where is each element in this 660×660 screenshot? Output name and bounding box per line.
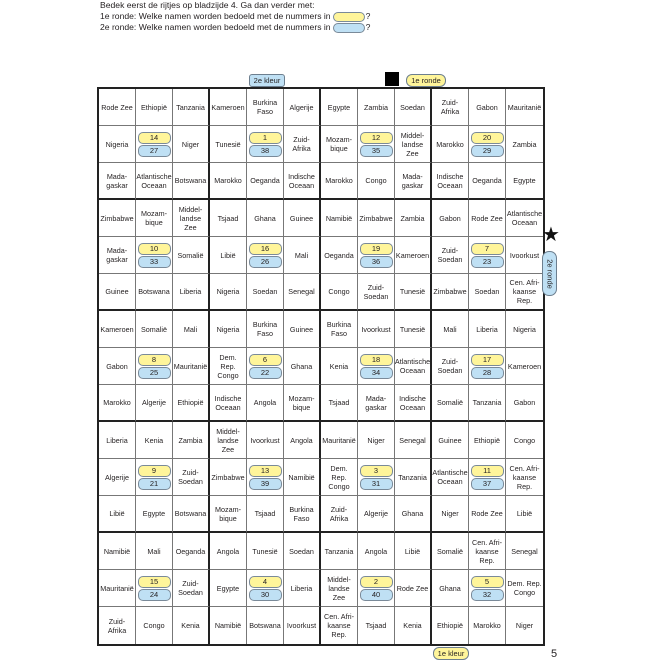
yellow-swatch — [333, 12, 365, 22]
number-cell — [469, 348, 506, 385]
grid-cell: Atlantische Oceaan — [506, 200, 543, 237]
blue-number-pill: 26 — [249, 256, 282, 268]
grid-cell: Libië — [395, 533, 432, 570]
grid-cell: Marokko — [432, 126, 469, 163]
blue-number-pill: 35 — [360, 145, 393, 157]
grid-cell: Egypte — [136, 496, 173, 533]
number-cell — [247, 570, 284, 607]
yellow-number-pill: 4 — [249, 576, 282, 588]
grid-cell: Mozam-bique — [210, 496, 247, 533]
instruction-line-3 — [100, 22, 370, 33]
grid-cell: Tsjaad — [210, 200, 247, 237]
grid-cell: Mada-gaskar — [99, 163, 136, 200]
grid-cell: Middel-landse Zee — [173, 200, 210, 237]
grid-cell: Zuid-Soedan — [173, 459, 210, 496]
grid-cell: Marokko — [321, 163, 358, 200]
grid-cell: Botswana — [247, 607, 284, 644]
grid-cell: Libië — [210, 237, 247, 274]
grid-cell: Gabon — [506, 385, 543, 422]
grid-cell: Marokko — [99, 385, 136, 422]
number-cell — [136, 459, 173, 496]
grid-cell: Mali — [284, 237, 321, 274]
grid-cell: Mada-gaskar — [99, 237, 136, 274]
grid-cell: Indische Oceaan — [395, 385, 432, 422]
grid-cell: Namibië — [284, 459, 321, 496]
grid-cell: Cen. Afri-kaanse Rep. — [321, 607, 358, 644]
grid-cell: Gabon — [99, 348, 136, 385]
first-round-tag: 1e ronde — [406, 74, 446, 87]
yellow-number-pill: 15 — [138, 576, 171, 588]
number-cell — [358, 348, 395, 385]
grid-cell: Ethiopië — [469, 422, 506, 459]
grid-cell: Angola — [210, 533, 247, 570]
grid-cell: Tsjaad — [321, 385, 358, 422]
grid-cell: Algerije — [358, 496, 395, 533]
grid-cell: Mauritanië — [321, 422, 358, 459]
grid-cell: Burkina Faso — [321, 311, 358, 348]
grid-cell: Kenia — [136, 422, 173, 459]
yellow-number-pill: 9 — [138, 465, 171, 477]
yellow-number-pill: 6 — [249, 354, 282, 366]
blue-number-pill: 34 — [360, 367, 393, 379]
blue-number-pill: 30 — [249, 589, 282, 601]
grid-cell: Zuid-Soedan — [432, 237, 469, 274]
grid-cell: Somalië — [136, 311, 173, 348]
grid-cell: Zimbabwe — [210, 459, 247, 496]
grid-cell: Rode Zee — [469, 496, 506, 533]
question-mark: ? — [365, 11, 371, 21]
yellow-number-pill: 8 — [138, 354, 171, 366]
grid-cell: Liberia — [173, 274, 210, 311]
question-mark: ? — [365, 22, 371, 32]
grid-cell: Nigeria — [210, 311, 247, 348]
grid-cell: Congo — [358, 163, 395, 200]
grid-cell: Soedan — [284, 533, 321, 570]
grid-cell: Egypte — [210, 570, 247, 607]
blue-number-pill: 40 — [360, 589, 393, 601]
grid-cell: Cen. Afri-kaanse Rep. — [506, 459, 543, 496]
grid-cell: Congo — [136, 607, 173, 644]
grid-cell: Dem. Rep. Congo — [506, 570, 543, 607]
grid-cell: Cen. Afri-kaanse Rep. — [506, 274, 543, 311]
number-cell — [469, 237, 506, 274]
grid-cell: Soedan — [395, 89, 432, 126]
grid-cell: Congo — [321, 274, 358, 311]
grid-cell: Tanzania — [173, 89, 210, 126]
grid-cell: Liberia — [284, 570, 321, 607]
number-cell — [469, 459, 506, 496]
instructions — [100, 0, 370, 33]
grid-cell: Mozam-bique — [284, 385, 321, 422]
grid-cell: Ethiopië — [173, 385, 210, 422]
blue-number-pill: 24 — [138, 589, 171, 601]
grid-cell: Burkina Faso — [247, 89, 284, 126]
grid-cell: Egypte — [506, 163, 543, 200]
number-cell — [247, 348, 284, 385]
grid-cell: Namibië — [321, 200, 358, 237]
blue-number-pill: 37 — [471, 478, 504, 490]
second-round-label: 2e ronde — [545, 258, 554, 289]
grid-cell: Niger — [173, 126, 210, 163]
grid-cell: Angola — [284, 422, 321, 459]
grid-cell: Kameroen — [99, 311, 136, 348]
grid-cell: Botswana — [173, 496, 210, 533]
yellow-number-pill: 2 — [360, 576, 393, 588]
yellow-number-pill: 12 — [360, 132, 393, 144]
grid-cell: Soedan — [247, 274, 284, 311]
grid-cell: Zimbabwe — [358, 200, 395, 237]
grid-cell: Somalië — [173, 237, 210, 274]
grid-cell: Tunesië — [395, 274, 432, 311]
grid-cell: Zuid-Afrika — [321, 496, 358, 533]
grid-cell: Somalië — [432, 533, 469, 570]
grid-cell: Niger — [515, 621, 534, 630]
grid-cell: Guinee — [432, 422, 469, 459]
yellow-number-pill: 5 — [471, 576, 504, 588]
grid-cell: Marokko — [210, 163, 247, 200]
grid-cell: Egypte — [321, 89, 358, 126]
grid-cell: Oeganda — [321, 237, 358, 274]
grid-cell: Zambia — [173, 422, 210, 459]
grid-cell: Dem. Rep. Congo — [210, 348, 247, 385]
grid-cell: Mali — [432, 311, 469, 348]
grid-cell: Tanzania — [321, 533, 358, 570]
grid-cell: Dem. Rep. Congo — [321, 459, 358, 496]
grid-cell: Kenia — [173, 607, 210, 644]
grid-cell: Zambia — [506, 126, 543, 163]
grid-cell: Botswana — [136, 274, 173, 311]
number-cell — [247, 126, 284, 163]
grid-cell: Zuid-Soedan — [358, 274, 395, 311]
yellow-number-pill: 3 — [360, 465, 393, 477]
yellow-number-pill: 20 — [471, 132, 504, 144]
grid-cell: Middel-landse Zee — [210, 422, 247, 459]
grid-cell: Rode Zee — [395, 570, 432, 607]
grid-cell: Somalië — [432, 385, 469, 422]
blue-number-pill: 31 — [360, 478, 393, 490]
number-cell — [469, 126, 506, 163]
blue-number-pill: 28 — [471, 367, 504, 379]
blue-number-pill: 38 — [249, 145, 282, 157]
yellow-number-pill: 19 — [360, 243, 393, 255]
yellow-number-pill: 1 — [249, 132, 282, 144]
grid-cell: Namibië — [210, 607, 247, 644]
grid-cell: Mada-gaskar — [395, 163, 432, 200]
grid-cell: Guinee — [284, 200, 321, 237]
grid-cell: Ghana — [247, 200, 284, 237]
yellow-number-pill: 14 — [138, 132, 171, 144]
grid-cell: Kameroen — [210, 89, 247, 126]
number-cell — [136, 348, 173, 385]
grid-cell: Atlantische Oceaan — [432, 459, 469, 496]
number-cell — [136, 237, 173, 274]
grid-cell: Angola — [247, 385, 284, 422]
grid-cell: Ghana — [432, 570, 469, 607]
grid-cell: Ghana — [284, 348, 321, 385]
grid-cell: Middel-landse Zee — [321, 570, 358, 607]
yellow-number-pill: 7 — [471, 243, 504, 255]
grid-cell: Oeganda — [469, 163, 506, 200]
number-cell — [136, 126, 173, 163]
grid-cell: Tsjaad — [358, 607, 395, 644]
grid-cell: Mauritanië — [506, 89, 543, 126]
number-cell — [247, 459, 284, 496]
grid-cell: Rode Zee — [469, 200, 506, 237]
grid-cell: Mada-gaskar — [358, 385, 395, 422]
yellow-number-pill: 10 — [138, 243, 171, 255]
grid-cell: Ivoorkust — [358, 311, 395, 348]
instruction-line-2 — [100, 11, 370, 22]
star-icon: ★ — [542, 224, 560, 246]
grid-cell: Tanzania — [469, 385, 506, 422]
number-cell — [358, 237, 395, 274]
grid-cell: Tsjaad — [247, 496, 284, 533]
grid-cell: Algerije — [136, 385, 173, 422]
grid-cell: Tunesië — [395, 311, 432, 348]
blue-number-pill: 27 — [138, 145, 171, 157]
yellow-number-pill: 18 — [360, 354, 393, 366]
grid-cell: Indische Oceaan — [432, 163, 469, 200]
grid-cell: Nigeria — [506, 311, 543, 348]
grid-cell: Nigeria — [210, 274, 247, 311]
grid-cell: Libië — [506, 496, 543, 533]
page-number: 5 — [551, 648, 558, 660]
grid-cell: Indische Oceaan — [284, 163, 321, 200]
number-cell — [469, 570, 506, 607]
grid-cell: Guinee — [99, 274, 136, 311]
number-cell — [247, 237, 284, 274]
number-cell — [358, 570, 395, 607]
grid-cell: Mali — [136, 533, 173, 570]
grid-cell: Zuid-Soedan — [432, 348, 469, 385]
number-cell — [136, 570, 173, 607]
word-grid — [97, 87, 545, 646]
blue-number-pill: 39 — [249, 478, 282, 490]
grid-cell: Gabon — [432, 200, 469, 237]
first-color-tag: 1e kleur — [433, 647, 469, 660]
grid-cell: Tunesië — [247, 533, 284, 570]
grid-cell: Ivoorkust — [506, 237, 543, 274]
grid-cell: Ethiopië — [136, 89, 173, 126]
instruction-line-1: Bedek eerst de rijtjes op bladzijde 4. Ga dan verder met: — [100, 0, 315, 10]
grid-cell: Kameroen — [506, 348, 543, 385]
grid-cell: Burkina Faso — [284, 496, 321, 533]
grid-cell: Kenia — [321, 348, 358, 385]
grid-cell: Namibië — [99, 533, 136, 570]
second-round-tag — [542, 251, 557, 296]
grid-cell: Mozam-bique — [136, 200, 173, 237]
grid-cell: Guinee — [284, 311, 321, 348]
grid-cell: Senegal — [284, 274, 321, 311]
grid-cell: Kenia — [395, 607, 432, 644]
grid-cell: Senegal — [506, 533, 543, 570]
grid-cell: Zambia — [358, 89, 395, 126]
grid-cell: Ghana — [395, 496, 432, 533]
grid-cell: Indische Oceaan — [210, 385, 247, 422]
second-color-tag: 2e kleur — [249, 74, 285, 87]
number-cell — [358, 459, 395, 496]
grid-cell: Ethiopië — [432, 607, 469, 644]
grid-cell: Burkina Faso — [247, 311, 284, 348]
blue-number-pill: 25 — [138, 367, 171, 379]
grid-cell: Tanzania — [395, 459, 432, 496]
black-square-marker — [385, 72, 399, 86]
grid-cell: Zuid-Soedan — [173, 570, 210, 607]
grid-cell: Oeganda — [247, 163, 284, 200]
grid-cell: Atlantische Oceaan — [136, 163, 173, 200]
grid-cell: Zuid-Afrika — [284, 126, 321, 163]
grid-cell: Kameroen — [395, 237, 432, 274]
grid-cell: Gabon — [469, 89, 506, 126]
grid-cell: Mali — [173, 311, 210, 348]
yellow-number-pill: 13 — [249, 465, 282, 477]
grid-cell: Niger — [432, 496, 469, 533]
grid-cell: Senegal — [395, 422, 432, 459]
grid-cell: Oeganda — [173, 533, 210, 570]
grid-cell: Libië — [99, 496, 136, 533]
instruction-round-1-text: 1e ronde: Welke namen worden bedoeld met de nummers in — [100, 11, 331, 21]
blue-number-pill: 21 — [138, 478, 171, 490]
grid-cell: Congo — [506, 422, 543, 459]
grid-cell: Zambia — [395, 200, 432, 237]
grid-cell: Tunesië — [210, 126, 247, 163]
grid-cell: Mozam-bique — [321, 126, 358, 163]
instruction-round-2-text: 2e ronde: Welke namen worden bedoeld met de nummers in — [100, 22, 331, 32]
yellow-number-pill: 17 — [471, 354, 504, 366]
grid-cell: Botswana — [173, 163, 210, 200]
grid-cell: Middel-landse Zee — [395, 126, 432, 163]
blue-swatch — [333, 23, 365, 33]
yellow-number-pill: 16 — [249, 243, 282, 255]
grid-cell: Niger — [358, 422, 395, 459]
grid-cell: Mauritanië — [99, 570, 136, 607]
yellow-number-pill: 11 — [471, 465, 504, 477]
blue-number-pill: 22 — [249, 367, 282, 379]
grid-cell: Ivoorkust — [284, 607, 321, 644]
grid-cell: Marokko — [469, 607, 506, 644]
grid-cell: Soedan — [469, 274, 506, 311]
grid-cell: Rode Zee — [99, 89, 136, 126]
grid-cell: Zimbabwe — [99, 200, 136, 237]
grid-cell: Zimbabwe — [432, 274, 469, 311]
blue-number-pill: 33 — [138, 256, 171, 268]
number-cell — [358, 126, 395, 163]
grid-cell: Mauritanië — [173, 348, 210, 385]
grid-cell: Zuid-Afrika — [99, 607, 136, 644]
grid-cell: Algerije — [99, 459, 136, 496]
blue-number-pill: 29 — [471, 145, 504, 157]
grid-cell: Zuid-Afrika — [432, 89, 469, 126]
grid-cell: Nigeria — [99, 126, 136, 163]
grid-cell: Algerije — [284, 89, 321, 126]
grid-cell: Ivoorkust — [247, 422, 284, 459]
blue-number-pill: 36 — [360, 256, 393, 268]
grid-cell: Liberia — [469, 311, 506, 348]
grid-cell: Cen. Afri-kaanse Rep. — [469, 533, 506, 570]
grid-cell: Angola — [358, 533, 395, 570]
grid-cell: Liberia — [99, 422, 136, 459]
blue-number-pill: 32 — [471, 589, 504, 601]
blue-number-pill: 23 — [471, 256, 504, 268]
grid-cell: Atlantische Oceaan — [395, 348, 432, 385]
